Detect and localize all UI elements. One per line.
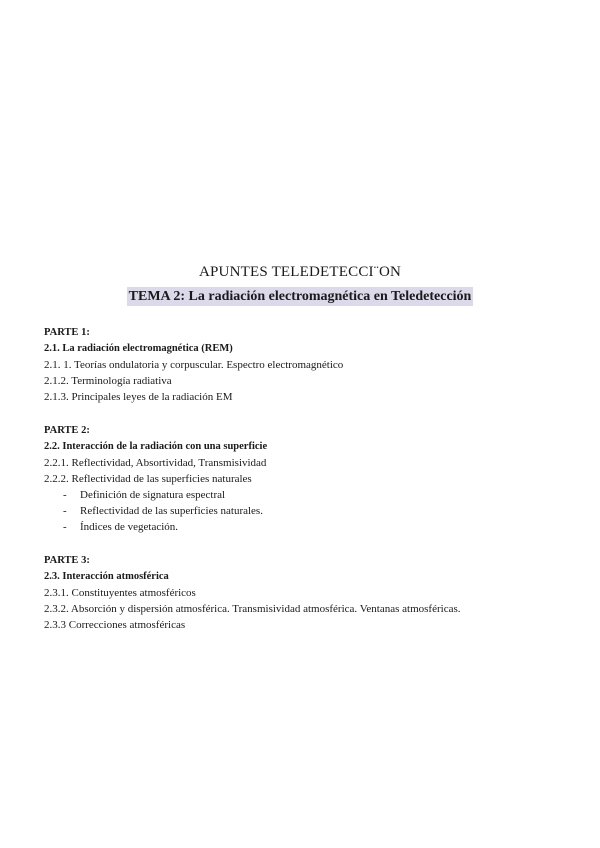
list-item: 2.1. 1. Teorías ondulatoria y corpuscular. Espectro electromagnético xyxy=(44,359,344,371)
dash-marker: - xyxy=(63,489,67,501)
part-label: PARTE 3: xyxy=(44,555,90,566)
list-item: 2.2.2. Reflectividad de las superficies naturales xyxy=(44,473,252,485)
bullet-item xyxy=(44,503,584,519)
subtitle-wrapper xyxy=(0,287,600,306)
part-1-section xyxy=(44,325,584,405)
list-item: 2.1.2. Terminología radiativa xyxy=(44,375,172,387)
section-title: 2.3. Interacción atmosférica xyxy=(44,571,169,582)
bullet-list xyxy=(44,487,584,535)
list-item: 2.1.3. Principales leyes de la radiación EM xyxy=(44,391,233,403)
part-2-section xyxy=(44,423,584,535)
section-title: 2.2. Interacción de la radiación con una superficie xyxy=(44,441,268,452)
dash-marker: - xyxy=(63,505,67,517)
table-of-contents xyxy=(44,325,584,651)
list-item: 2.3.2. Absorción y dispersión atmosférica. Transmisividad atmosférica. Ventanas atmosféricas. xyxy=(44,603,461,615)
bullet-text: Reflectividad de las superficies naturales. xyxy=(80,505,263,517)
list-item: 2.3.3 Correcciones atmosféricas xyxy=(44,619,186,631)
list-item: 2.2.1. Reflectividad, Absortividad, Transmisividad xyxy=(44,457,267,469)
bullet-text: Definición de signatura espectral xyxy=(80,489,226,501)
document-subtitle: TEMA 2: La radiación electromagnética en Teledetección xyxy=(128,289,472,304)
bullet-text: Índices de vegetación. xyxy=(80,521,179,533)
part-label: PARTE 1: xyxy=(44,327,90,338)
part-3-section xyxy=(44,553,584,633)
part-label: PARTE 2: xyxy=(44,425,90,436)
bullet-item xyxy=(44,487,584,503)
section-title: 2.1. La radiación electromagnética (REM) xyxy=(44,343,233,354)
bullet-item xyxy=(44,519,584,535)
document-title: APUNTES TELEDETECCI¨ON xyxy=(198,264,402,280)
dash-marker: - xyxy=(63,521,67,533)
list-item: 2.3.1. Constituyentes atmosféricos xyxy=(44,587,196,599)
